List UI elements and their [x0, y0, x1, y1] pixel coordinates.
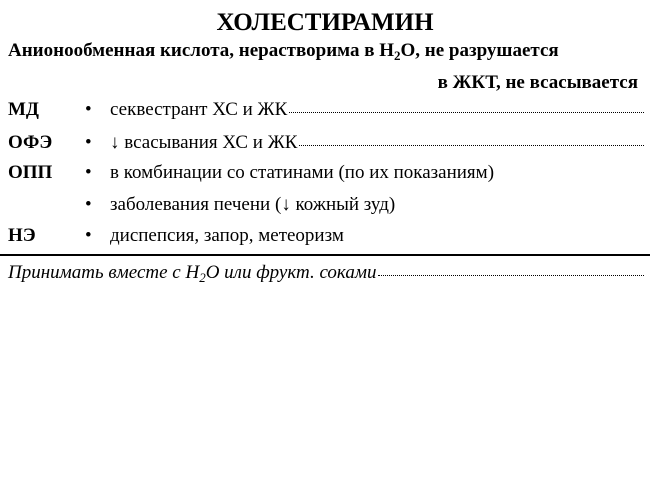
usage-note-text-a: Принимать вместе с Н	[8, 262, 200, 283]
row-item	[110, 160, 644, 186]
row-opp	[0, 160, 650, 188]
row-text: в комбинации со статинами (по их показаниям)	[110, 162, 495, 183]
row-code: МД	[8, 99, 40, 120]
row-text: ↓ всасывания ХС и ЖК	[110, 132, 298, 153]
dotted-leader	[378, 258, 644, 276]
bullet: •	[85, 99, 92, 120]
subtitle-subscript: 2	[394, 48, 401, 63]
row-item	[110, 192, 644, 218]
row-text: заболевания печени (↓ кожный зуд)	[110, 194, 396, 215]
usage-note-text	[8, 260, 376, 286]
row-item	[110, 130, 644, 156]
section-divider	[0, 254, 650, 256]
subtitle-line-1-text-b: О, не разрушается	[400, 40, 559, 61]
subtitle-line-1	[8, 40, 559, 62]
row-item	[110, 97, 644, 123]
row-md	[0, 97, 650, 125]
row-text: секвестрант ХС и ЖК	[110, 99, 288, 120]
usage-note	[8, 260, 644, 286]
row-liver	[0, 192, 650, 220]
bullet: •	[85, 162, 92, 183]
subtitle-line-2: в ЖКТ, не всасывается	[437, 72, 638, 93]
usage-note-subscript: 2	[199, 270, 206, 285]
dotted-leader	[299, 128, 644, 146]
row-code: НЭ	[8, 225, 36, 246]
row-code: ОФЭ	[8, 132, 53, 153]
row-ofe	[0, 130, 650, 158]
row-code: ОПП	[8, 162, 53, 183]
row-text: диспепсия, запор, метеоризм	[110, 225, 344, 246]
page-title: ХОЛЕСТИРАМИН	[216, 9, 434, 36]
usage-note-text-b: О или фрукт. соками	[205, 262, 377, 283]
bullet: •	[85, 132, 92, 153]
subtitle-line-1-text-a: Анионообменная кислота, нерастворима в Н	[8, 40, 394, 61]
row-item	[110, 223, 644, 249]
bullet: •	[85, 194, 92, 215]
bullet: •	[85, 225, 92, 246]
dotted-leader	[289, 95, 644, 113]
row-ne	[0, 223, 650, 251]
